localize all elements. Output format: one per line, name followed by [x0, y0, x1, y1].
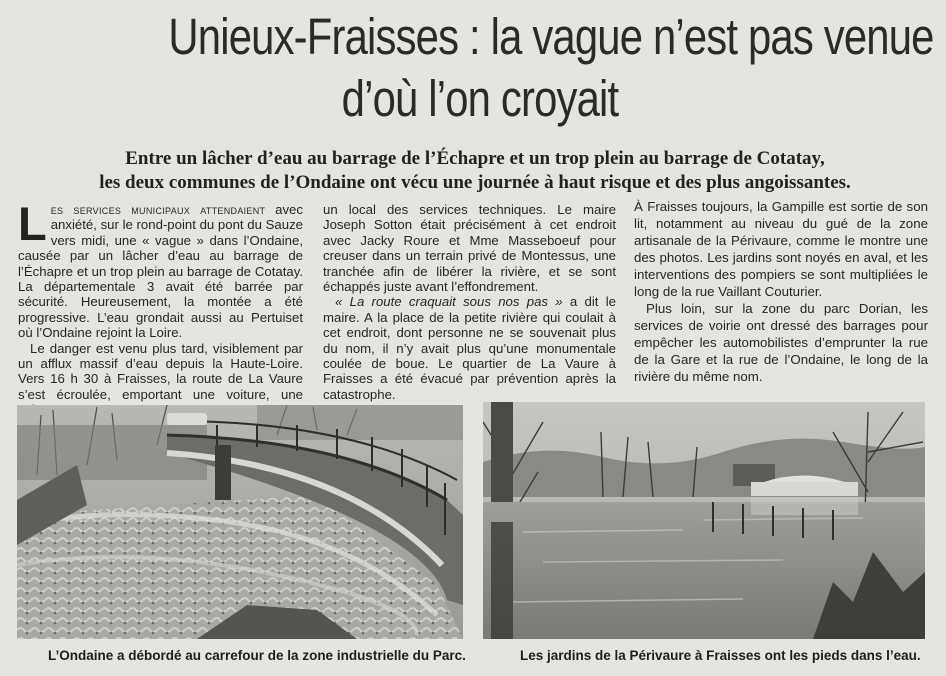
column-1-paragraph-1-text: avec anxiété, sur le rond-point du pont du Sauze vers midi, une « vague » dans l’Ondaine, causée par un lâcher d’eau au barrage de l’Échapre et un trop plein au barrage de Cotatay. La départementale 3 avait été barrée par sécurité. Heureusement, la montée a été progressive. L’eau grondait aussi au Pertuiset où l’Ondaine rejoint la Loire. [18, 202, 303, 341]
photo-caption-left: L’Ondaine a débordé au carrefour de la zone industrielle du Parc. [48, 648, 466, 663]
column-3-paragraph-2: Plus loin, sur la zone du parc Dorian, les services de voirie ont dressé des barrages pour empêcher les automobilistes d’emprunter la rue de la Gare et la rue de l’Ondaine, le long de la rivière du même nom. [634, 301, 928, 384]
quote: « La route craquait sous nos pas » [335, 294, 563, 310]
standfirst-line-1: Entre un lâcher d’eau au barrage de l’Échapre et un trop plein au barrage de Cotatay, [125, 148, 825, 169]
article-column-1 [18, 197, 303, 418]
standfirst [30, 147, 920, 195]
standfirst-line-2: les deux communes de l’Ondaine ont vécu une journée à haut risque et des plus angoissantes. [99, 172, 851, 193]
drop-cap: L [18, 197, 47, 250]
photo-bridge-flood [17, 405, 463, 639]
column-2-paragraph-2 [323, 294, 616, 402]
column-3-paragraph-1: À Fraisses toujours, la Gampille est sortie de son lit, notamment au niveau du gué de la zone artisanale de la Périvaure, comme le montre une des photos. Les jardins sont noyés en aval, et les interventions des pompiers se sont multipliées le long de la rue Vaillant Couturier. [634, 199, 928, 299]
column-1-paragraph-1 [18, 197, 303, 341]
photo-flooded-gardens [483, 402, 925, 639]
headline [168, 6, 934, 130]
column-2-paragraph-1: un local des services techniques. Le maire Joseph Sotton était précisément à cet endroit avec Jacky Roure et Mme Masseboeuf pour creuser dans un terrain privé de Montessus, une tranchée afin de libérer la rivière, et se sont échappés juste avant l’effondrement. [323, 202, 616, 295]
column-2-paragraph-2-text: a dit le maire. A la place de la petite rivière qui coulait à cet endroit, dont personne ne se souvenait plus du nom, il n’y avait plus qu’une monumentale coulée de boue. Le quartier de La Vaure à Fraisses a été évacué par prévention après la catastrophe. [323, 294, 616, 402]
article-column-2 [323, 202, 616, 402]
headline-line-1: Unieux-Fraisses : la vague n’est pas venue [168, 8, 934, 65]
article-column-3 [634, 198, 928, 385]
headline-line-2: d’où l’on croyait [341, 70, 619, 127]
lead-in: es services municipaux attendaient [50, 202, 266, 217]
column-1-paragraph-2: Le danger est venu plus tard, visiblement par un afflux massif d’eau depuis la Haute-Loire. Vers 16 h 30 à Fraisses, la route de La Vaure s’est écroulée, emportant une voiture, une [18, 340, 303, 402]
photo-caption-right: Les jardins de la Périvaure à Fraisses ont les pieds dans l’eau. [520, 648, 921, 663]
